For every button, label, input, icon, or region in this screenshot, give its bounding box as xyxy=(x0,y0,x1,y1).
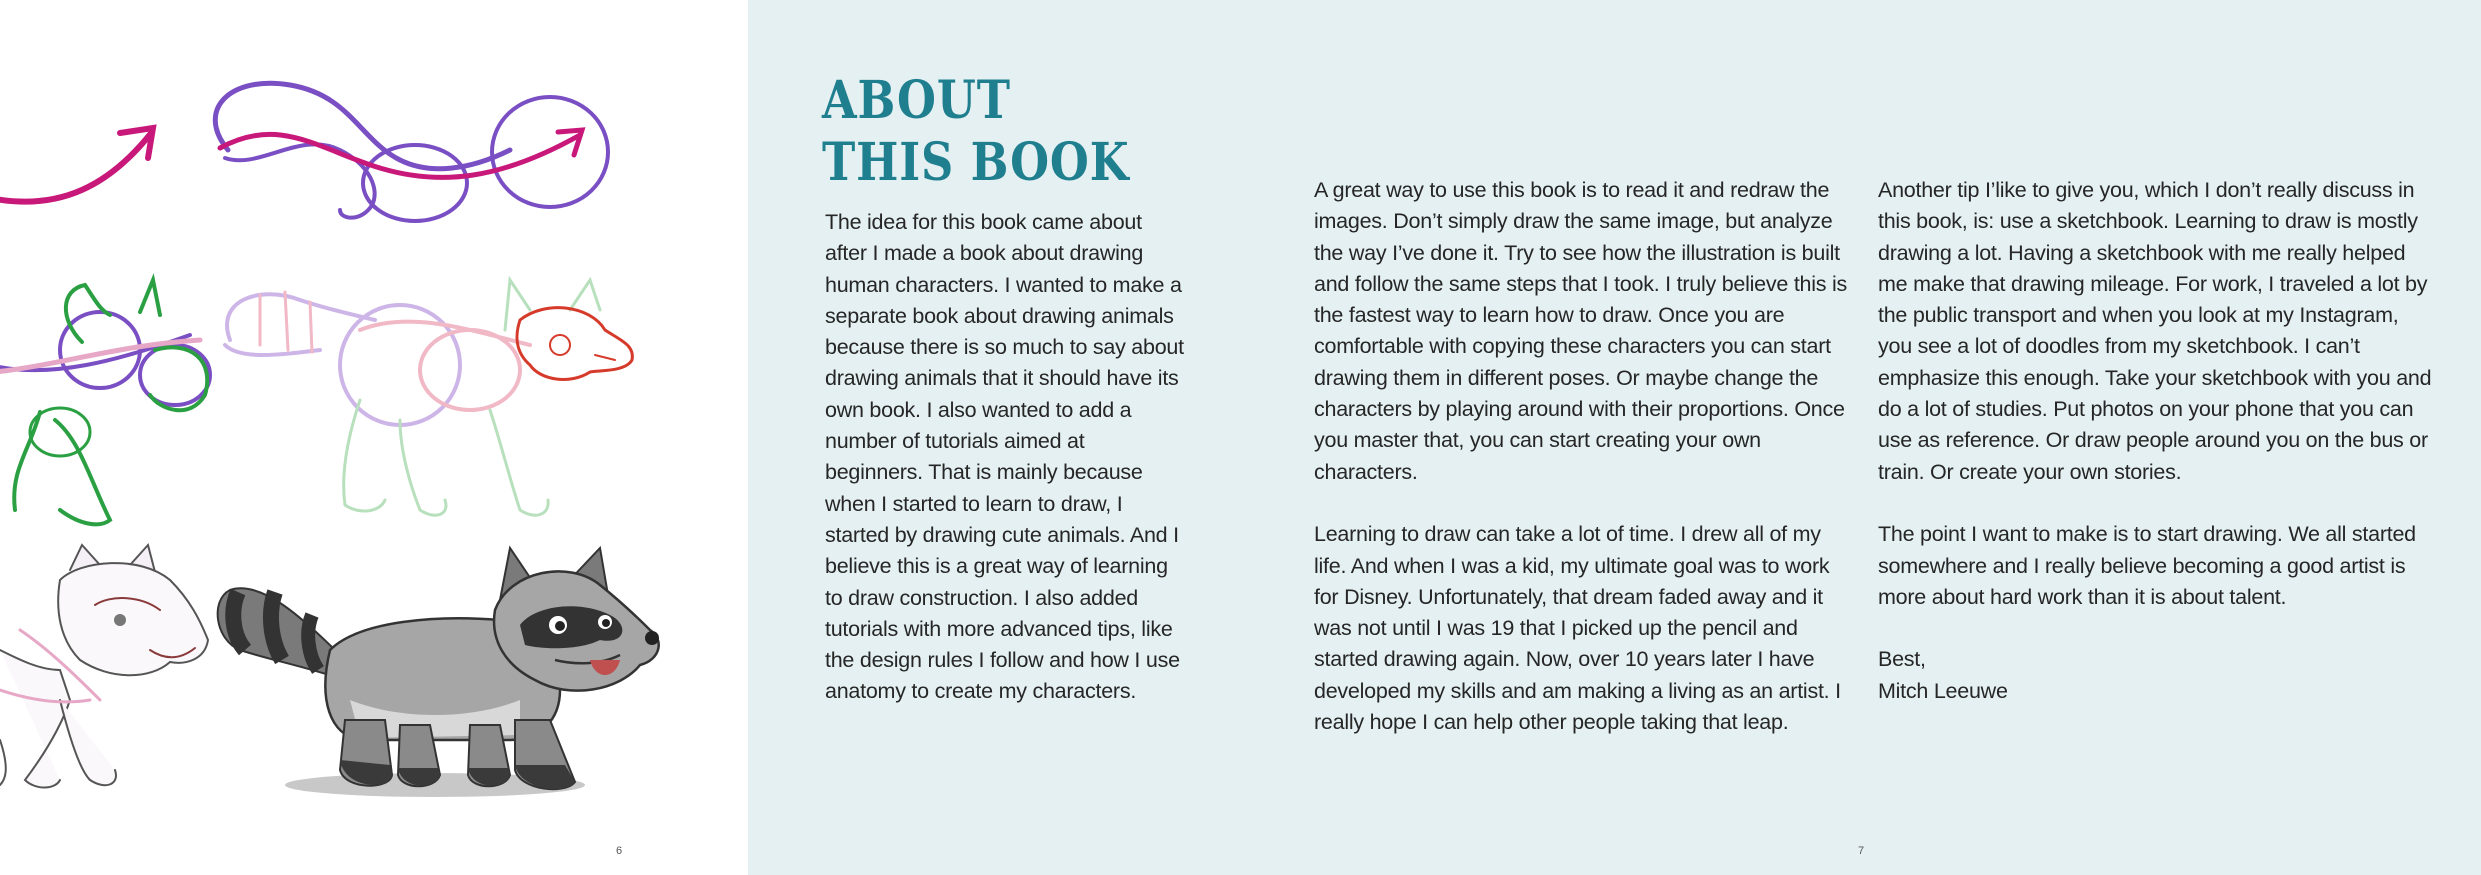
text-column-3 xyxy=(1878,175,2438,707)
text-column-2 xyxy=(1314,175,1854,738)
column-1-paragraph-1: The idea for this book came about after I made a book about drawing human characters. I wanted to make a separate book about drawing animals because there is so much to say about drawing animals that it should have its own book. I also wanted to add a number of tutorials aimed at beginners. That is mainly because when I started to learn to draw, I started by drawing cute animals. And I believe this is a great way of learning to draw construction. I also added tutorials with more advanced tips, like the design rules I follow and how I use anatomy to create my characters. xyxy=(825,210,1184,704)
right-page xyxy=(748,0,2481,875)
rhythm-shapes-sketch xyxy=(215,83,608,221)
raccoon-construction-illustration xyxy=(0,0,748,875)
signature-block xyxy=(1878,644,2438,707)
raccoon-finished-drawing xyxy=(218,548,659,797)
text-column-1 xyxy=(825,207,1185,708)
page-title xyxy=(822,70,1129,194)
column-2-paragraph-1: A great way to use this book is to read it and redraw the images. Don’t simply draw the same image, but analyze the way I’ve done it. Try to see how the illustration is built and follow the same steps that I took. I truly believe this is the fastest way to learn how to draw. Once you are comfortable with copying these characters you can start drawing them in different poses. Or maybe change the characters by playing around with their proportions. Once you master that, you can start creating your own characters. xyxy=(1314,178,1848,484)
page-title-line-2: THIS BOOK xyxy=(822,132,1130,193)
left-page xyxy=(0,0,748,875)
construction-sketch-refined xyxy=(225,280,632,515)
column-3-paragraph-1: Another tip I’like to give you, which I don’t really discuss in this book, is: use a sketchbook. Learning to draw is mostly drawing a lot. Having a sketchbook with me really helped me make that drawing mileage. For work, I traveled a lot by the public transport and when you look at my Instagram, you see a lot of doodles from my sketchbook. I can’t emphasize this enough. Take your sketchbook with you and do a lot of studies. Put photos on your phone that you can use as reference. Or draw people around you on the bus or train. Or create your own stories. xyxy=(1878,178,2432,484)
author-name: Mitch Leeuwe xyxy=(1878,678,2008,703)
page-number-right: 7 xyxy=(1858,845,1865,857)
page-title-line-1: ABOUT xyxy=(822,70,1011,131)
column-3-paragraph-2: The point I want to make is to start drawing. We all started somewhere and I really believe becoming a good artist is more about hard work than it is about talent. xyxy=(1878,522,2416,609)
raccoon-line-art xyxy=(0,545,208,788)
column-2-paragraph-2: Learning to draw can take a lot of time. I drew all of my life. And when I was a kid, my ultimate goal was to work for Disney. Unfortunately, that dream faded away and it was not until I was 19 that I picked up the pencil and started drawing again. Now, over 10 years later I have developed my skills and am making a living as an artist. I really hope I can help other people taking that leap. xyxy=(1314,522,1841,735)
sign-off: Best, xyxy=(1878,647,1926,672)
construction-sketch-colored xyxy=(0,280,210,524)
gesture-line-sketch xyxy=(0,128,153,202)
page-number-left: 6 xyxy=(616,845,623,857)
